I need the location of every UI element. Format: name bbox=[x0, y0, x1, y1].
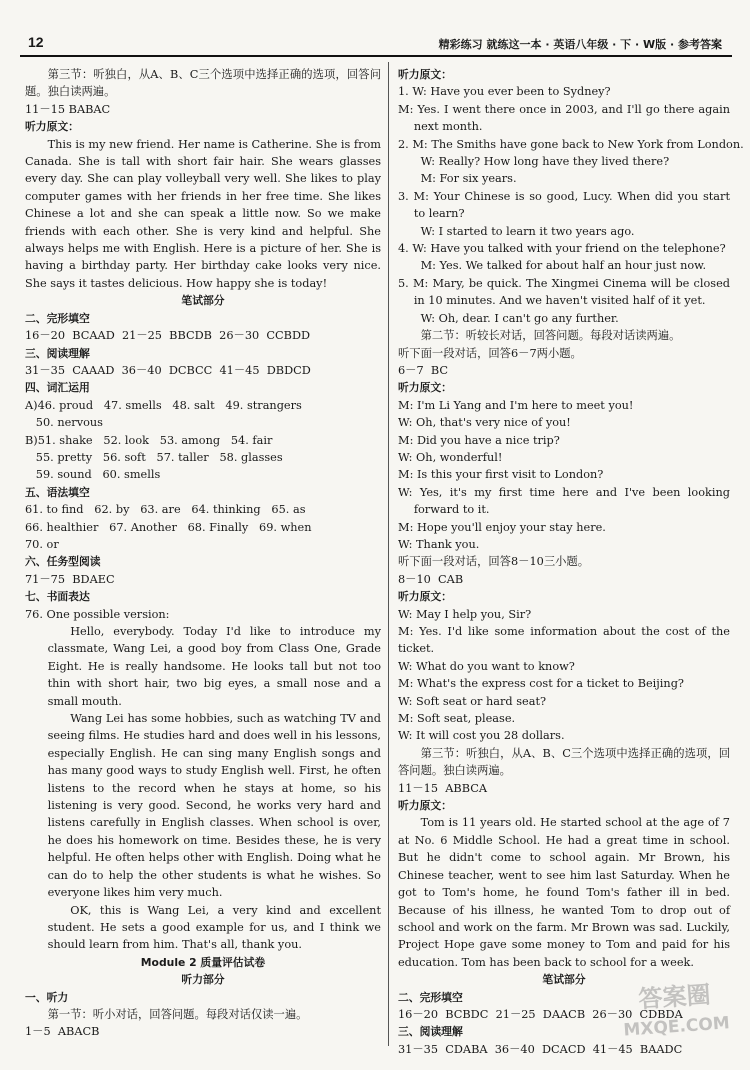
right-line: M: Yes. We talked for about half an hour just now. bbox=[420, 259, 707, 273]
left-line: 55. pretty 56. soft 57. taller 58. glasses bbox=[25, 450, 283, 464]
left-line: 16－20 BCAAD 21－25 BBCDB 26－30 CCBDD bbox=[25, 329, 311, 343]
right-line: 第三节：听独白，从A、B、C三个选项中选择正确的选项，回答问题。独白读两遍。 bbox=[398, 746, 730, 778]
right-line: W: Thank you. bbox=[398, 537, 480, 551]
right-line: 听力原文： bbox=[398, 590, 452, 604]
right-line: M: Yes. I'd like some information about the cost of the ticket. bbox=[398, 625, 730, 656]
left-column bbox=[25, 66, 381, 1041]
left-line: 笔试部分 bbox=[181, 294, 225, 308]
right-line: 5. M: Mary, be quick. The Xingmei Cinema will be closed in 10 minutes. And we haven't visited half of it yet. bbox=[398, 276, 730, 308]
left-line: 71－75 BDAEC bbox=[25, 572, 115, 586]
page-header bbox=[0, 0, 750, 52]
left-line: 61. to find 62. by 63. are 64. thinking 65. as bbox=[25, 503, 306, 517]
left-line: 第三节：听独白，从A、B、C三个选项中选择正确的选项，回答问题。独白读两遍。 bbox=[25, 68, 381, 99]
right-line: M: I'm Li Yang and I'm here to meet you! bbox=[398, 398, 634, 412]
right-line: 2. M: The Smiths have gone back to New York from London. bbox=[398, 137, 744, 151]
right-line: M: Is this your first visit to London? bbox=[398, 468, 604, 482]
right-line: W: Really? How long have they lived there? bbox=[420, 155, 670, 169]
right-line: 16－20 BCBDC 21－25 DAACB 26－30 CDBDA bbox=[398, 1007, 683, 1021]
left-line: This is my new friend. Her name is Catherine. She is from Canada. She is tall with short fair hair. She wears glasses every day. She can play volleyball very well. She likes to play computer games with her friends in her free time. She likes Chinese a lot and she can speak a little now. So we make friends with each other. She is very kind and helpful. She always helps me with English. Here is a picture of her. She is having a birthday party. Her birthday cake looks very nice. She says it tastes delicious. How happy she is today! bbox=[25, 137, 381, 290]
right-line: W: Oh, that's very nice of you! bbox=[398, 416, 571, 430]
right-line: 听力原文： bbox=[398, 799, 452, 813]
right-line: W: It will cost you 28 dollars. bbox=[398, 729, 565, 743]
left-line: A)46. proud 47. smells 48. salt 49. strangers bbox=[25, 398, 302, 412]
left-line: B)51. shake 52. look 53. among 54. fair bbox=[25, 433, 273, 447]
left-line: 七、书面表达 bbox=[25, 590, 90, 604]
right-line: 11－15 ABBCA bbox=[398, 781, 488, 795]
right-line: W: Soft seat or hard seat? bbox=[398, 694, 547, 708]
right-line: M: Yes. I went there once in 2003, and I'll go there again next month. bbox=[398, 102, 730, 134]
right-column bbox=[398, 66, 744, 1058]
right-line: W: Oh, dear. I can't go any further. bbox=[420, 311, 619, 325]
right-line: 听力原文： bbox=[398, 381, 452, 395]
right-line: M: Hope you'll enjoy your stay here. bbox=[398, 520, 606, 534]
right-line: M: Did you have a nice trip? bbox=[398, 433, 560, 447]
right-line: 听下面一段对话，回答8－10三小题。 bbox=[398, 555, 590, 569]
left-line: Module 2 质量评估试卷 bbox=[140, 955, 266, 969]
left-line: 50. nervous bbox=[25, 416, 103, 430]
left-line: Wang Lei has some hobbies, such as watching TV and seeing films. He studies hard and does well in his lessons, especially English. He can sing many English songs and has many good ways to study English well. First, he often listens to the record when he stays at home, so his listening is very good. Second, he works very hard and listens carefully in English classes. When school is over, he does his homework on time. Besides these, he is very helpful. He often helps other with English. Doing what he can do to help the other students is what he wishes. So everyone likes him very much. bbox=[47, 712, 381, 900]
right-line: 二、完形填空 bbox=[398, 990, 463, 1004]
right-line: M: Soft seat, please. bbox=[398, 712, 516, 726]
right-line: 8－10 CAB bbox=[398, 572, 464, 586]
right-line: 6－7 BC bbox=[398, 363, 449, 377]
left-line: 59. sound 60. smells bbox=[25, 468, 161, 482]
running-title: 精彩练习 就练这一本 · 英语八年级 · 下 · W版 · 参考答案 bbox=[438, 38, 722, 51]
left-line: Hello, everybody. Today I'd like to introduce my classmate, Wang Lei, a good boy from Class One, Grade Eight. He is really handsome. He looks tall but not too thin with short hair, two big eyes, a small nose and a small mouth. bbox=[47, 625, 381, 708]
left-line: 听力部分 bbox=[181, 973, 225, 987]
watermark-line1: 答案圈 bbox=[637, 980, 712, 1014]
right-line: 听下面一段对话，回答6－7两小题。 bbox=[398, 346, 582, 360]
right-line: 听力原文： bbox=[398, 68, 452, 81]
site-watermark bbox=[614, 978, 739, 1058]
right-line: W: Yes, it's my first time here and I've been looking forward to it. bbox=[398, 485, 730, 517]
left-line: 一、听力 bbox=[25, 990, 69, 1004]
left-line: 六、任务型阅读 bbox=[25, 555, 101, 569]
right-line: 1. W: Have you ever been to Sydney? bbox=[398, 85, 611, 99]
watermark-line2: MXQE.COM bbox=[622, 1013, 731, 1041]
right-line: W: May I help you, Sir? bbox=[398, 607, 532, 621]
left-line: 31－35 CAAAD 36－40 DCBCC 41－45 DBDCD bbox=[25, 363, 311, 377]
left-line: 第一节：听小对话，回答问题。每段对话仅读一遍。 bbox=[47, 1007, 308, 1021]
left-line: 二、完形填空 bbox=[25, 311, 90, 325]
right-line: 31－35 CDABA 36－40 DCACD 41－45 BAADC bbox=[398, 1042, 683, 1056]
right-line: 第二节：听较长对话，回答问题。每段对话读两遍。 bbox=[420, 329, 681, 343]
left-line: 三、阅读理解 bbox=[25, 346, 90, 360]
left-line: 五、语法填空 bbox=[25, 485, 90, 499]
left-line: 1－5 ABACB bbox=[25, 1025, 100, 1039]
page-number: 12 bbox=[28, 34, 44, 50]
right-line: 4. W: Have you talked with your friend on the telephone? bbox=[398, 242, 726, 256]
left-line: 四、词汇运用 bbox=[25, 381, 90, 395]
column-divider bbox=[388, 62, 389, 1046]
right-line: M: What's the express cost for a ticket to Beijing? bbox=[398, 677, 684, 691]
right-line: 笔试部分 bbox=[542, 973, 586, 987]
header-rule bbox=[20, 55, 732, 57]
right-line: M: For six years. bbox=[420, 172, 517, 186]
left-line: 66. healthier 67. Another 68. Finally 69. when bbox=[25, 520, 312, 534]
right-line: W: I started to learn it two years ago. bbox=[420, 224, 635, 238]
left-line: 11－15 BABAC bbox=[25, 102, 111, 116]
left-line: OK, this is Wang Lei, a very kind and excellent student. He sets a good example for us, and I think we should learn from him. That's all, thank you. bbox=[47, 903, 381, 952]
left-line: 70. or bbox=[25, 537, 59, 551]
left-line: 76. One possible version: bbox=[25, 607, 170, 621]
right-line: 3. M: Your Chinese is so good, Lucy. When did you start to learn? bbox=[398, 189, 730, 221]
right-line: W: What do you want to know? bbox=[398, 659, 575, 673]
right-line: Tom is 11 years old. He started school at the age of 7 at No. 6 Middle School. He had a great time in school. But he didn't come to school again. Mr Brown, his Chinese teacher, went to see him last Saturday. When he got to Tom's home, he found Tom's father ill in bed. Because of his illness, he wanted Tom to drop out of school and work on the farm. Mr Brown was sad. Luckily, Project Hope gave some money to Tom and paid for his education. Tom has been back to school for a week. bbox=[398, 816, 730, 969]
right-line: W: Oh, wonderful! bbox=[398, 450, 503, 464]
right-line: 三、阅读理解 bbox=[398, 1025, 463, 1039]
left-line: 听力原文： bbox=[25, 120, 79, 134]
